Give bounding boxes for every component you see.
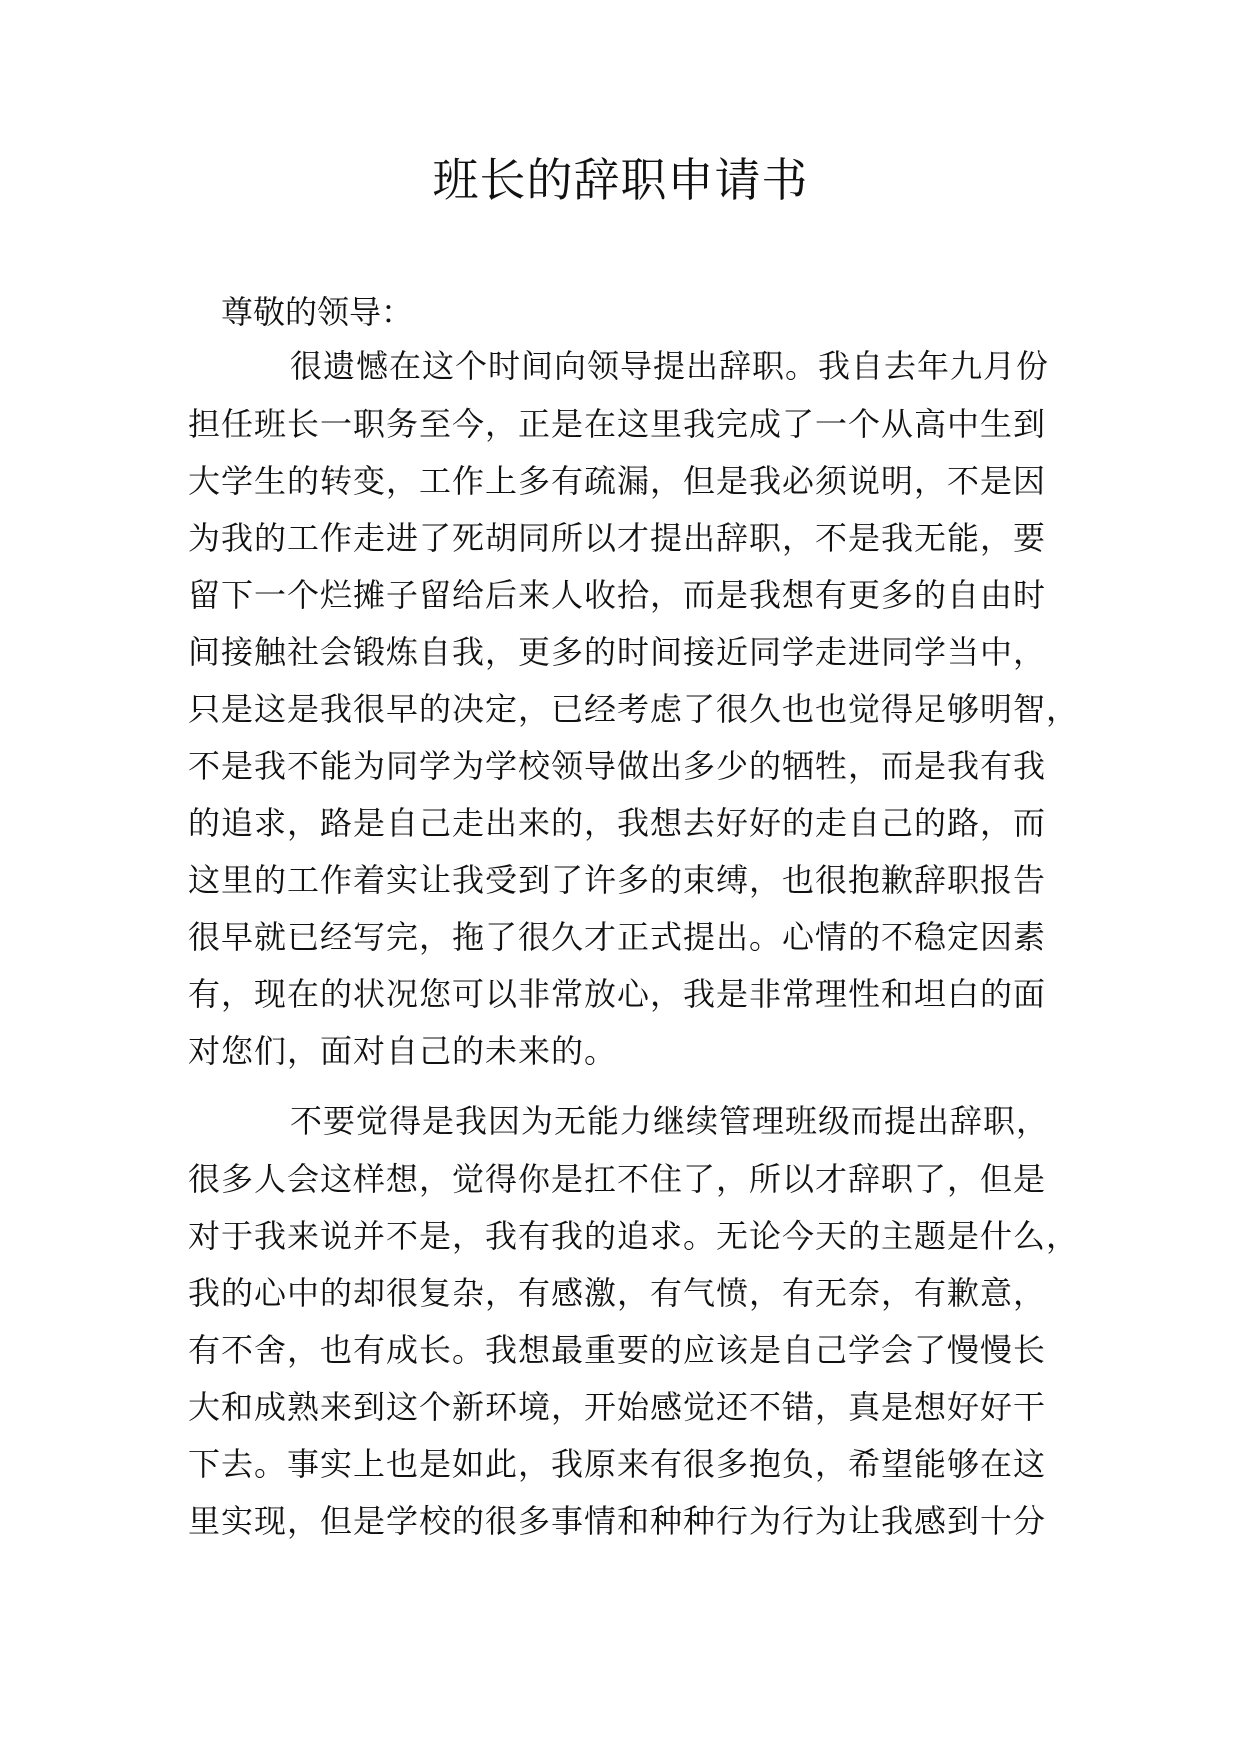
paragraph-1-line-7: 只是这是我很早的决定，已经考虑了很久也也觉得足够明智， [188, 690, 1080, 728]
document-title: 班长的辞职申请书 [432, 153, 809, 207]
paragraph-1-line-3: 大学生的转变，工作上多有疏漏，但是我必须说明，不是因 [188, 462, 1047, 500]
paragraph-1-line-10: 这里的工作着实让我受到了许多的束缚，也很抱歉辞职报告 [188, 861, 1047, 899]
paragraph-1-line-12: 有，现在的状况您可以非常放心，我是非常理性和坦白的面 [188, 975, 1047, 1013]
salutation: 尊敬的领导： [221, 293, 414, 331]
paragraph-2-line-4: 我的心中的却很复杂，有感激，有气愤，有无奈，有歉意， [188, 1274, 1047, 1312]
paragraph-1-line-13: 对您们，面对自己的未来的。 [188, 1032, 618, 1070]
paragraph-1-line-6: 间接触社会锻炼自我，更多的时间接近同学走进同学当中， [188, 633, 1047, 671]
paragraph-2-line-8: 里实现，但是学校的很多事情和种种行为行为让我感到十分 [188, 1502, 1047, 1540]
paragraph-2-line-7: 下去。事实上也是如此，我原来有很多抱负，希望能够在这 [188, 1445, 1047, 1483]
paragraph-1-line-1: 很遗憾在这个时间向领导提出辞职。我自去年九月份 [290, 347, 1050, 385]
paragraph-1-line-9: 的追求，路是自己走出来的，我想去好好的走自己的路，而 [188, 804, 1047, 842]
paragraph-2-line-2: 很多人会这样想，觉得你是扛不住了，所以才辞职了，但是 [188, 1160, 1047, 1198]
paragraph-1-line-11: 很早就已经写完，拖了很久才正式提出。心情的不稳定因素 [188, 918, 1047, 956]
paragraph-2-line-5: 有不舍，也有成长。我想最重要的应该是自己学会了慢慢长 [188, 1331, 1047, 1369]
paragraph-2-line-3: 对于我来说并不是，我有我的追求。无论今天的主题是什么， [188, 1217, 1080, 1255]
paragraph-1-line-2: 担任班长一职务至今，正是在这里我完成了一个从高中生到 [188, 405, 1047, 443]
paragraph-2-line-1: 不要觉得是我因为无能力继续管理班级而提出辞职， [290, 1102, 1050, 1140]
paragraph-2-line-6: 大和成熟来到这个新环境，开始感觉还不错，真是想好好干 [188, 1388, 1047, 1426]
paragraph-1-line-8: 不是我不能为同学为学校领导做出多少的牺牲，而是我有我 [188, 747, 1047, 785]
paragraph-1-line-4: 为我的工作走进了死胡同所以才提出辞职，不是我无能，要 [188, 519, 1047, 557]
paragraph-1-line-5: 留下一个烂摊子留给后来人收拾，而是我想有更多的自由时 [188, 576, 1047, 614]
